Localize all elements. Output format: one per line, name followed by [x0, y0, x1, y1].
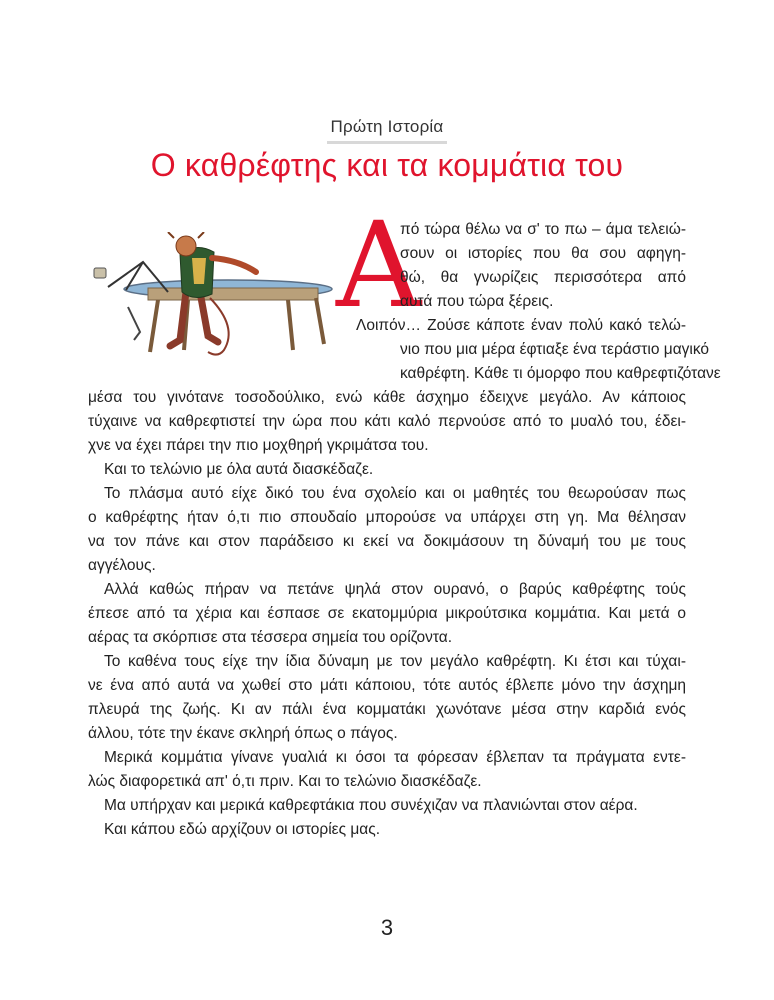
- paragraph-line: να τον πάνε και στον παράδεισο κι εκεί να δοκιμάσουν τη δύναμή του με τους: [88, 533, 686, 550]
- paragraph-line: Και το τελώνιο με όλα αυτά διασκέδαζε.: [104, 461, 374, 478]
- paragraph-line: αυτά που τώρα ξέρεις.: [400, 293, 554, 310]
- paragraph-line: Λοιπόν… Ζούσε κάποτε έναν πολύ κακό τελώ-: [356, 317, 686, 334]
- paragraph-line: λώς διαφορετικά απ' ό,τι πριν. Και το τελώνιο διασκέδαζε.: [88, 773, 482, 790]
- paragraph-line: καθρέφτη. Κάθε τι όμορφο που καθρεφτιζότανε: [400, 365, 721, 382]
- paragraph-line: σουν οι ιστορίες που θα σου αφηγη-: [400, 245, 686, 262]
- paragraph-line: νε ένα από αυτά να χωθεί στο μάτι κάποιου, τότε αυτός έβλεπε μόνο την άσχημη: [88, 677, 686, 694]
- chapter-label-underline: [327, 141, 447, 144]
- paragraph-line: Μερικά κομμάτια γίνανε γυαλιά κι όσοι τα φόρεσαν έβλεπαν τα πράγματα εντε-: [104, 749, 686, 766]
- chapter-label: Πρώτη Ιστορία: [330, 117, 444, 136]
- drop-cap: Α: [336, 196, 422, 334]
- paragraph-line: Αλλά καθώς πήραν να πετάνε ψηλά στον ουρανό, ο βαρύς καθρέφτης τούς: [104, 581, 686, 598]
- paragraph-line: ο καθρέφτης ήταν ό,τι πιο σπουδαίο μπορούσε να υπάρχει στη γη. Μα θέλησαν: [88, 509, 686, 526]
- paragraph-line: Μα υπήρχαν και μερικά καθρεφτάκια που συνέχιζαν να πλανιώνται στον αέρα.: [104, 797, 638, 814]
- paragraph-line: Το καθένα τους είχε την ίδια δύναμη με τον μεγάλο καθρέφτη. Κι έτσι και τύχαι-: [104, 653, 686, 670]
- paragraph-line: πό τώρα θέλω να σ' το πω – άμα τελειώ-: [400, 221, 686, 238]
- paragraph-line: τύχαινε να καθρεφτιστεί την ώρα που κάτι καλό περνούσε από το μυαλό του, έδει-: [88, 413, 686, 430]
- paragraph-line: χνε να έχει πάρει την πιο μοχθηρή γκριμάτσα του.: [88, 437, 429, 454]
- paragraph-line: Το πλάσμα αυτό είχε δικό του ένα σχολείο και οι μαθητές του θεωρούσαν πως: [104, 485, 686, 502]
- paragraph-line: νιο που μια μέρα έφτιαξε ένα τεράστιο μαγικό: [400, 341, 710, 358]
- paragraph-line: πλευρά της ζωής. Κι αν πάλι ένα κομματάκι χωνότανε μέσα στην καρδιά ενός: [88, 701, 686, 718]
- story-title: Ο καθρέφτης και τα κομμάτια του: [150, 147, 624, 183]
- paragraph-line: αέρας τα σκόρπισε στα τέσσερα σημεία του ορίζοντα.: [88, 629, 453, 646]
- paragraph-line: μέσα του γινότανε τοσοδούλικο, ενώ κάθε άσχημο έδειχνε μεγάλο. Αν κάποιος: [88, 389, 686, 406]
- goblin-illustration: [88, 232, 340, 362]
- paragraph-line: Και κάπου εδώ αρχίζουν οι ιστορίες μας.: [104, 821, 381, 838]
- paragraph-line: θώ, θα γνωρίζεις περισσότερα από: [400, 269, 686, 286]
- paragraph-line: έπεσε από τα χέρια και έσπασε σε εκατομμύρια μικρούτσικα κομμάτια. Και μετά ο: [88, 605, 686, 622]
- paragraph-line: αγγέλους.: [88, 557, 156, 574]
- paragraph-line: άλλου, τότε την έκανε σκληρή όπως ο πάγος.: [88, 725, 398, 742]
- page-number: 3: [380, 915, 394, 940]
